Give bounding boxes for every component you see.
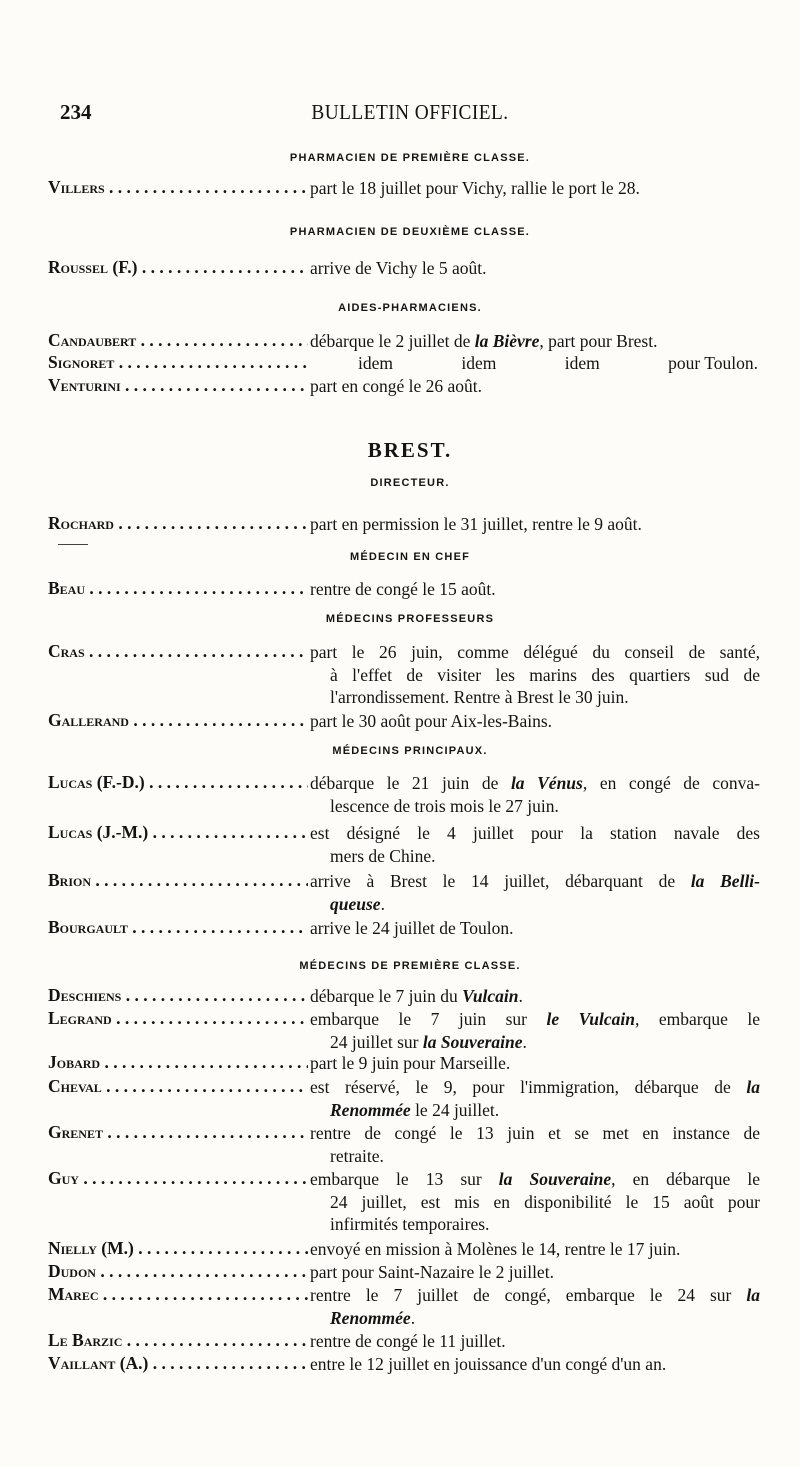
- entry-line: part en congé le 26 août.: [310, 376, 483, 396]
- entry-line: [310, 330, 760, 353]
- entry-name: Nielly (M.) . . .: [48, 1238, 308, 1259]
- entry-line: mers de Chine.: [330, 845, 436, 866]
- entry-name: Bourgault . . .: [48, 917, 308, 938]
- text-run: , en débarque le: [611, 1169, 760, 1189]
- entry-line: [310, 1076, 760, 1099]
- text-run: .: [518, 986, 523, 1006]
- text-run: le 24 juillet.: [410, 1099, 500, 1120]
- entry-line: [310, 1031, 760, 1054]
- entry-text: [310, 257, 760, 280]
- entry-text: [310, 985, 760, 1008]
- idem-mark: idem: [564, 353, 600, 373]
- entry-name: Lucas (F.-D.) . . .: [48, 772, 308, 793]
- section-heading: MÉDECINS PROFESSEURS: [325, 613, 495, 625]
- entry-line: [310, 893, 760, 916]
- section-heading: DIRECTEUR.: [370, 477, 450, 489]
- entry-line: envoyé en mission à Molènes le 14, rentre le 17 juin.: [310, 1239, 681, 1259]
- section-heading: PHARMACIEN DE PREMIÈRE CLASSE.: [289, 152, 531, 164]
- text-run: .: [410, 1307, 416, 1328]
- entry-name: Beau . . .: [48, 578, 308, 599]
- entry-name: Gallerand . . .: [48, 710, 308, 731]
- entry-text: [310, 641, 760, 709]
- text-run: 24 juillet sur: [330, 1031, 423, 1052]
- entry-line: infirmités temporaires.: [330, 1214, 490, 1235]
- entry-name: Venturini . . .: [48, 375, 308, 396]
- entry-line: part le 18 juillet pour Vichy, rallie le port le 28.: [310, 178, 640, 198]
- page-title: BULLETIN OFFICIEL.: [311, 100, 509, 124]
- city-heading: BREST.: [367, 438, 453, 462]
- entry-line: [310, 985, 760, 1008]
- entry-name: Le Barzic . . .: [48, 1330, 308, 1351]
- entry-text: [310, 375, 760, 398]
- ship-name: la Vénus: [510, 773, 583, 793]
- ship-name: la: [746, 1285, 760, 1305]
- entry-text: [310, 1284, 760, 1329]
- text-run: , en congé de conva-: [582, 773, 761, 793]
- entry-name: Brion . . .: [48, 870, 308, 891]
- entry-text: [310, 1330, 760, 1353]
- text-run: débarque le 21 juin de: [310, 773, 511, 793]
- entry-text: [310, 1076, 760, 1121]
- entry-name: Rochard . . .: [48, 513, 308, 534]
- entry-name: Guy . . .: [48, 1168, 308, 1189]
- entry-line: [310, 1284, 760, 1307]
- entry-line: [310, 1307, 760, 1330]
- entry-name: Legrand . . .: [48, 1008, 308, 1029]
- entry-line: 24 juillet, est mis en disponibilité le 15 août pour: [330, 1191, 760, 1212]
- entry-text: [310, 710, 760, 733]
- page-header: [60, 100, 760, 134]
- text-run: arrive à Brest le 14 juillet, débarquant de: [310, 871, 691, 891]
- entry-name: Deschiens . . .: [48, 985, 308, 1006]
- text-run: est réservé, le 9, pour l'immigration, débarque de: [310, 1077, 747, 1097]
- entry-name: Signoret . . .: [48, 352, 308, 373]
- entry-text: [310, 578, 760, 601]
- entry-name: Jobard . . .: [48, 1052, 308, 1073]
- entry-line: part le 9 juin pour Marseille.: [310, 1053, 511, 1073]
- entry-line: [310, 352, 760, 375]
- entry-line: [310, 870, 760, 893]
- ship-name: la: [746, 1077, 760, 1097]
- ship-name: le Vulcain: [546, 1009, 636, 1029]
- entry-text: [310, 1238, 760, 1261]
- entry-name: Roussel (F.) . . .: [48, 257, 308, 278]
- entry-text: [310, 513, 760, 536]
- entry-line: part le 26 juin, comme délégué du conseil de santé,: [310, 642, 760, 662]
- entry-text: [310, 352, 760, 375]
- entry-line: part en permission le 31 juillet, rentre le 9 août.: [310, 514, 642, 534]
- entry-text: [310, 1168, 760, 1236]
- entry-line: [310, 1168, 760, 1191]
- stray-mark: [58, 544, 88, 545]
- entry-text: [310, 1353, 760, 1376]
- entry-line: part pour Saint-Nazaire le 2 juillet.: [310, 1262, 554, 1282]
- ship-name: Vulcain: [462, 986, 519, 1006]
- entry-line: arrive de Vichy le 5 août.: [310, 258, 487, 278]
- entry-name: Lucas (J.-M.) . . .: [48, 822, 308, 843]
- text-run: embarque le 7 juin sur: [310, 1009, 547, 1029]
- idem-mark: idem: [461, 353, 497, 373]
- entry-name: Cras . . .: [48, 641, 308, 662]
- text-run: pour Toulon.: [668, 353, 758, 373]
- section-heading: MÉDECIN EN CHEF: [349, 551, 471, 563]
- entry-line: rentre de congé le 11 juillet.: [310, 1331, 506, 1351]
- section-heading: PHARMACIEN DE DEUXIÈME CLASSE.: [289, 226, 531, 238]
- entry-line: part le 30 août pour Aix-les-Bains.: [310, 711, 553, 731]
- idem-mark: idem: [358, 353, 393, 373]
- entry-line: [310, 1099, 760, 1122]
- entry-name: Villers . . .: [48, 177, 308, 198]
- section-heading: AIDES-PHARMACIENS.: [338, 302, 482, 314]
- section-heading: MÉDECINS PRINCIPAUX.: [332, 745, 488, 757]
- entry-text: [310, 330, 760, 353]
- entry-line: rentre de congé le 15 août.: [310, 579, 496, 599]
- text-run: embarque le 13 sur: [310, 1169, 499, 1189]
- entry-name: Candaubert . . .: [48, 330, 308, 351]
- ship-name: Renommée: [330, 1099, 411, 1120]
- entry-text: [310, 1261, 760, 1284]
- entry-text: [310, 1052, 760, 1075]
- entry-name: Grenet . . .: [48, 1122, 308, 1143]
- ship-name: la Bièvre: [474, 331, 540, 351]
- entry-text: [310, 1008, 760, 1053]
- entry-name: Marec . . .: [48, 1284, 308, 1305]
- entry-name: Vaillant (A.) . . .: [48, 1353, 308, 1374]
- ship-name: la Souveraine: [498, 1169, 612, 1189]
- text-run: .: [380, 893, 385, 914]
- entry-name: Dudon . . .: [48, 1261, 308, 1282]
- entry-line: [310, 1008, 760, 1031]
- ship-name: la Belli-: [690, 871, 760, 891]
- entry-text: [310, 822, 760, 867]
- entry-line: retraite.: [330, 1145, 384, 1166]
- entry-text: [310, 917, 760, 940]
- entry-line: arrive le 24 juillet de Toulon.: [310, 918, 514, 938]
- ship-name: Renommée: [330, 1307, 411, 1328]
- entry-line: lescence de trois mois le 27 juin.: [330, 795, 559, 816]
- entry-line: à l'effet de visiter les marins des quartiers sud de: [330, 664, 760, 685]
- entry-text: [310, 177, 760, 200]
- entry-line: entre le 12 juillet en jouissance d'un congé d'un an.: [310, 1354, 667, 1374]
- text-run: rentre le 7 juillet de congé, embarque le 24 sur: [310, 1285, 747, 1305]
- entry-text: [310, 1122, 760, 1167]
- ship-name: la Souveraine: [422, 1031, 523, 1052]
- entry-text: [310, 772, 760, 817]
- ship-name: queuse: [330, 893, 381, 914]
- entry-text: [310, 870, 760, 915]
- entry-line: est désigné le 4 juillet pour la station navale des: [310, 823, 760, 843]
- entry-line: l'arrondissement. Rentre à Brest le 30 juin.: [330, 687, 629, 708]
- text-run: débarque le 2 juillet de: [310, 331, 475, 351]
- page-number: 234: [60, 100, 92, 124]
- entry-name: Cheval . . .: [48, 1076, 308, 1097]
- text-run: , part pour Brest.: [539, 331, 658, 351]
- section-heading: MÉDECINS DE PREMIÈRE CLASSE.: [299, 960, 521, 972]
- text-run: , embarque le: [635, 1009, 761, 1029]
- entry-line: rentre de congé le 13 juin et se met en instance de: [310, 1123, 760, 1143]
- entry-line: [310, 772, 760, 795]
- text-run: débarque le 7 juin du: [310, 986, 463, 1006]
- text-run: .: [522, 1031, 527, 1052]
